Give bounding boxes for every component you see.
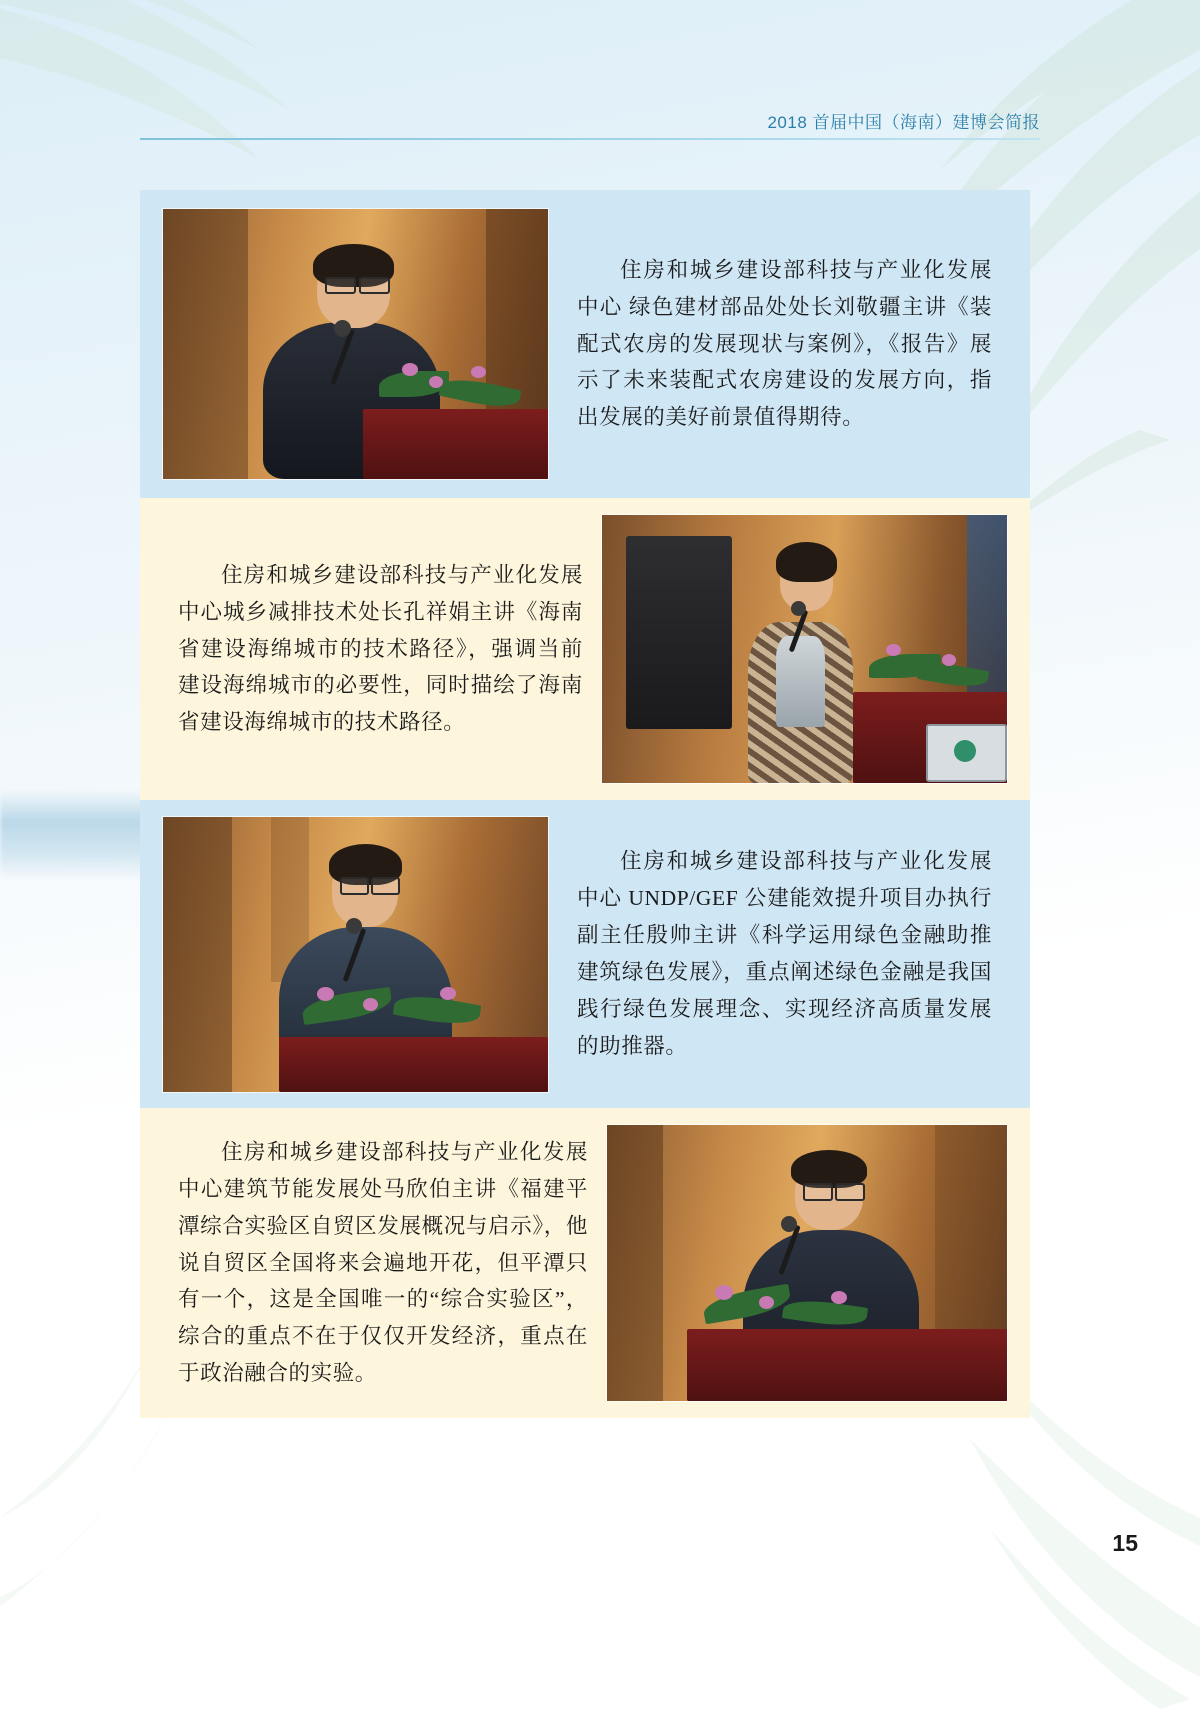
page-header [140,108,1040,148]
speaker-photo-kong-xiangjuan [601,514,1008,784]
background-sea-horizon [0,790,150,880]
content-block-4 [140,1108,1030,1418]
block-2-paragraph: 住房和城乡建设部科技与产业化发展中心城乡减排技术处长孔祥娟主讲《海南省建设海绵城市的技术路径》，强调当前建设海绵城市的必要性，同时描绘了海南省建设海绵城市的技术路径。 [178,562,583,735]
header-divider [140,138,1040,140]
content-block-1 [140,190,1030,498]
block-4-text [178,1134,588,1393]
block-3-paragraph: 住房和城乡建设部科技与产业化发展中心 UNDP/GEF 公建能效提升项目办执行副主任殷帅主讲《科学运用绿色金融助推建筑绿色发展》，重点阐述绿色金融是我国践行绿色发展理念、实现经济高质量发展的助推器。 [577,849,992,1058]
page-number: 15 [1112,1530,1138,1556]
block-1-paragraph: 住房和城乡建设部科技与产业化发展中心 绿色建材部品处处长刘敬疆主讲《装配式农房的发展现状与案例》，《报告》展示了未来装配式农房建设的发展方向，指出发展的美好前景值得期待。 [577,257,992,430]
header-title: 2018 首届中国（海南）建博会简报 [767,113,1040,132]
block-1-text [567,252,992,437]
block-4-paragraph: 住房和城乡建设部科技与产业化发展中心建筑节能发展处马欣伯主讲《福建平潭综合实验区自贸区发展概况与启示》，他说自贸区全国将来会遍地开花，但平潭只有一个，这是全国唯一的“综合实验区”，综合的重点不在于仅仅开发经济，重点在于政治融合的实验。 [178,1139,588,1386]
speaker-photo-ma-xinbo [606,1124,1008,1402]
content-block-3 [140,800,1030,1108]
block-3-text [567,843,992,1065]
content-sheet [140,190,1030,1418]
content-block-2 [140,498,1030,800]
speaker-photo-liu-jingjiang [162,208,549,480]
speaker-photo-yin-shuai [162,816,549,1093]
block-2-text [178,557,583,742]
